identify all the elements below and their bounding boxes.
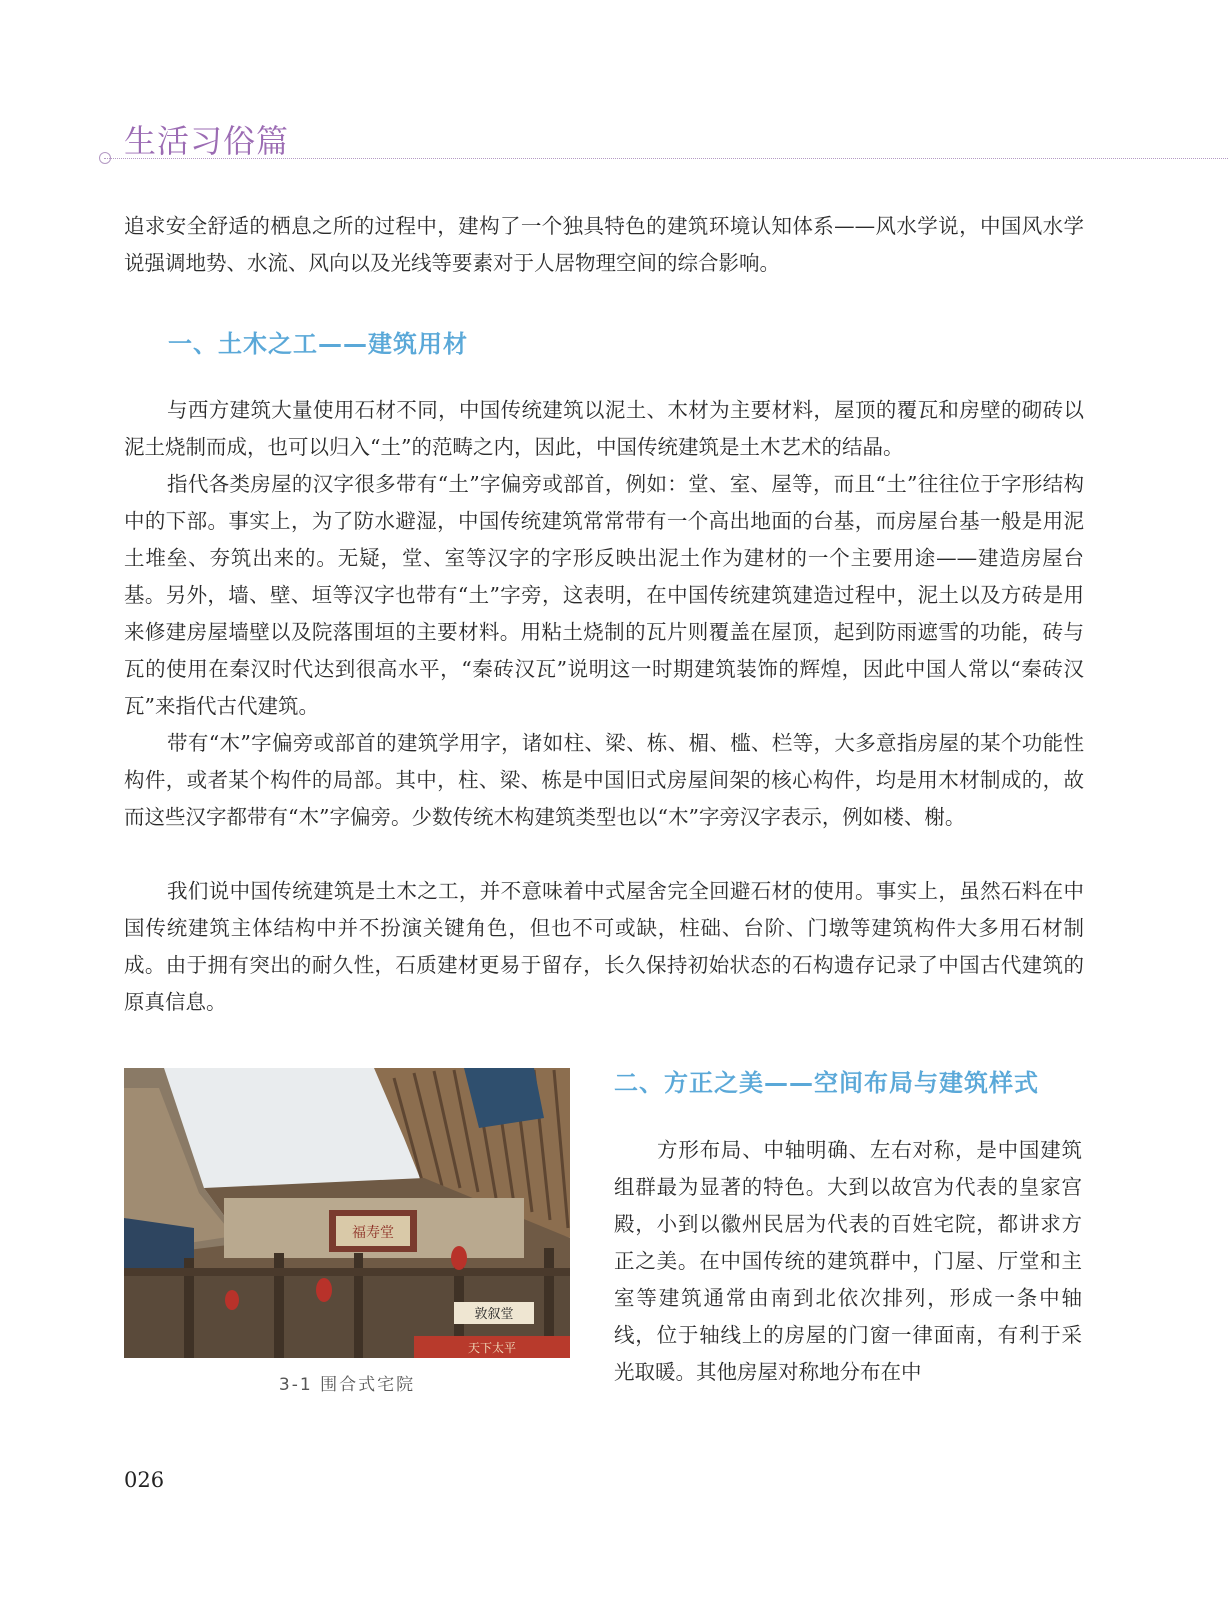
figure-caption: 3-1 围合式宅院	[278, 1375, 416, 1395]
plaque-text-right: 敦叙堂	[474, 1307, 514, 1322]
section-1-paragraph-4: 我们说中国传统建筑是土木之工，并不意味着中式屋舍完全回避石材的使用。事实上，虽然石料在中国传统建筑主体结构中并不扮演关键角色，但也不可或缺，柱础、台阶、门墩等建筑构件大多用石材制成。由于拥有突出的耐久性，石质建材更易于留存，长久保持初始状态的石构遗存记录了中国古代建筑的原真信息。	[124, 879, 1084, 1014]
page-number: 026	[124, 1468, 165, 1492]
section-2-title: 二、方正之美——空间布局与建筑样式	[614, 1069, 1039, 1097]
header-dotted-rule	[104, 158, 1228, 159]
section-2-paragraph: 方形布局、中轴明确、左右对称，是中国建筑组群最为显著的特色。大到以故宫为代表的皇家宫殿，小到以徽州民居为代表的百姓宅院，都讲求方正之美。在中国传统的建筑群中，门屋、厅堂和主室等建筑通常由南到北依次排列，形成一条中轴线，位于轴线上的房屋的门窗一律面南，有利于采光取暖。其他房屋对称地分布在中	[614, 1138, 1082, 1384]
plaque-text-center: 福寿堂	[352, 1225, 394, 1241]
section-1-paragraph-3: 带有“木”字偏旁或部首的建筑学用字，诸如柱、梁、栋、楣、槛、栏等，大多意指房屋的某个功能性构件，或者某个构件的局部。其中，柱、梁、栋是中国旧式房屋间架的核心构件，均是用木材制成的，故而这些汉字都带有“木”字偏旁。少数传统木构建筑类型也以“木”字旁汉字表示，例如楼、榭。	[124, 731, 1084, 829]
intro-paragraph: 追求安全舒适的栖息之所的过程中，建构了一个独具特色的建筑环境认知体系——风水学说，中国风水学说强调地势、水流、风向以及光线等要素对于人居物理空间的综合影响。	[124, 214, 1084, 275]
courtyard-photo	[124, 1068, 570, 1358]
chapter-title: 生活习俗篇	[124, 122, 290, 160]
plaque-text-banner: 天下太平	[467, 1341, 517, 1355]
section-1-title: 一、土木之工——建筑用材	[168, 330, 468, 358]
section-1-paragraph-1: 与西方建筑大量使用石材不同，中国传统建筑以泥土、木材为主要材料，屋顶的覆瓦和房壁的砌砖以泥土烧制而成，也可以归入“土”的范畴之内，因此，中国传统建筑是土木艺术的结晶。	[124, 398, 1084, 459]
section-1-paragraph-2: 指代各类房屋的汉字很多带有“土”字偏旁或部首，例如：堂、室、屋等，而且“土”往往位于字形结构中的下部。事实上，为了防水避湿，中国传统建筑常常带有一个高出地面的台基，而房屋台基一般是用泥土堆垒、夯筑出来的。无疑，堂、室等汉字的字形反映出泥土作为建材的一个主要用途——建造房屋台基。另外，墙、壁、垣等汉字也带有“土”字旁，这表明，在中国传统建筑建造过程中，泥土以及方砖是用来修建房屋墙壁以及院落围垣的主要材料。用粘土烧制的瓦片则覆盖在屋顶，起到防雨遮雪的功能，砖与瓦的使用在秦汉时代达到很高水平，“秦砖汉瓦”说明这一时期建筑装饰的辉煌，因此中国人常以“秦砖汉瓦”来指代古代建筑。	[124, 472, 1084, 718]
